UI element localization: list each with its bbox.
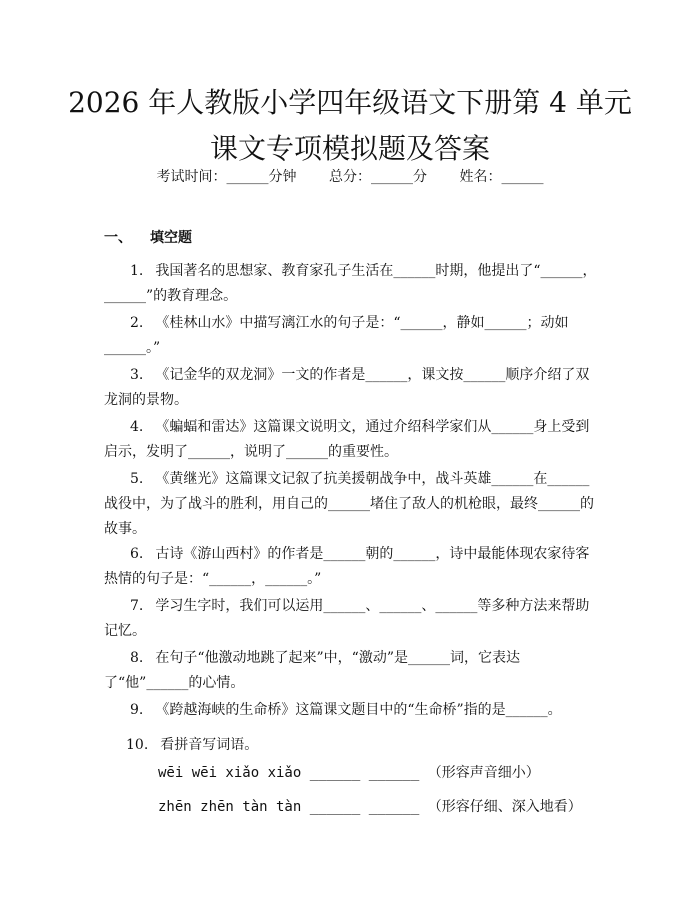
question-6 (104, 542, 600, 592)
pinyin-hint: （形容声音细小） (427, 765, 540, 781)
question-number: 9. (130, 702, 144, 718)
total-score: 总分：______分 (329, 169, 427, 185)
exam-time: 考试时间：______分钟 (156, 169, 297, 185)
section-title: 填空题 (150, 230, 192, 246)
question-text: 古诗《游山西村》的作者是______朝的______，诗中最能体现农家待客热情的句子是：“______，______。” (104, 546, 590, 587)
question-text: 《记金华的双龙洞》一文的作者是______，课文按______顺序介绍了双龙洞的景物。 (104, 367, 590, 408)
question-10 (104, 733, 600, 758)
title-line-1: 2026 年人教版小学四年级语文下册第 4 单元 (68, 86, 632, 119)
question-number: 2. (130, 315, 144, 331)
pinyin-text: zhēn zhēn tàn tàn ______ ______ (158, 799, 420, 815)
question-7 (104, 594, 600, 644)
question-text: 我国著名的思想家、教育家孔子生活在______时期，他提出了“______，______”的教育理念。 (104, 263, 597, 304)
pinyin-text: wēi wēi xiǎo xiǎo ______ ______ (158, 765, 420, 781)
question-text: 学习生字时，我们可以运用______、______、______等多种方法来帮助记忆。 (104, 598, 590, 639)
title-line-2: 课文专项模拟题及答案 (209, 132, 490, 165)
question-4 (104, 415, 600, 465)
question-number: 10. (126, 737, 149, 753)
question-number: 3. (130, 367, 144, 383)
question-2 (104, 311, 600, 361)
question-text: 《黄继光》这篇课文记叙了抗美援朝战争中，战斗英雄______在______战役中，为了战斗的胜利，用自己的______堵住了敌人的机枪眼，最终______的故事。 (104, 471, 594, 537)
question-text: 《桂林山水》中描写漓江水的句子是：“______，静如______；动如______。” (104, 315, 569, 356)
document-title (0, 80, 700, 172)
exam-meta (0, 167, 700, 187)
question-number: 8. (130, 650, 144, 666)
question-number: 6. (130, 546, 144, 562)
section-number: 一、 (104, 230, 132, 246)
question-number: 5. (130, 471, 144, 487)
question-9 (104, 698, 600, 723)
student-name: 姓名：______ (459, 169, 544, 185)
question-number: 1. (130, 263, 144, 279)
pinyin-item-1 (158, 763, 540, 783)
question-number: 7. (130, 598, 144, 614)
question-1 (104, 259, 600, 309)
question-text: 看拼音写词语。 (160, 737, 259, 753)
question-text: 《跨越海峡的生命桥》这篇课文题目中的“生命桥”指的是______。 (155, 702, 562, 718)
question-8 (104, 646, 600, 696)
pinyin-hint: （形容仔细、深入地看） (427, 799, 582, 815)
question-text: 《蝙蝠和雷达》这篇课文说明文，通过介绍科学家们从______身上受到启示，发明了______，说明了______的重要性。 (104, 419, 590, 460)
question-5 (104, 467, 600, 542)
pinyin-item-2 (158, 797, 582, 817)
question-3 (104, 363, 600, 413)
question-text: 在句子“他激动地跳了起来”中，“激动”是______词，它表达了“他”______的心情。 (104, 650, 520, 691)
section-heading (104, 228, 192, 248)
question-number: 4. (130, 419, 144, 435)
